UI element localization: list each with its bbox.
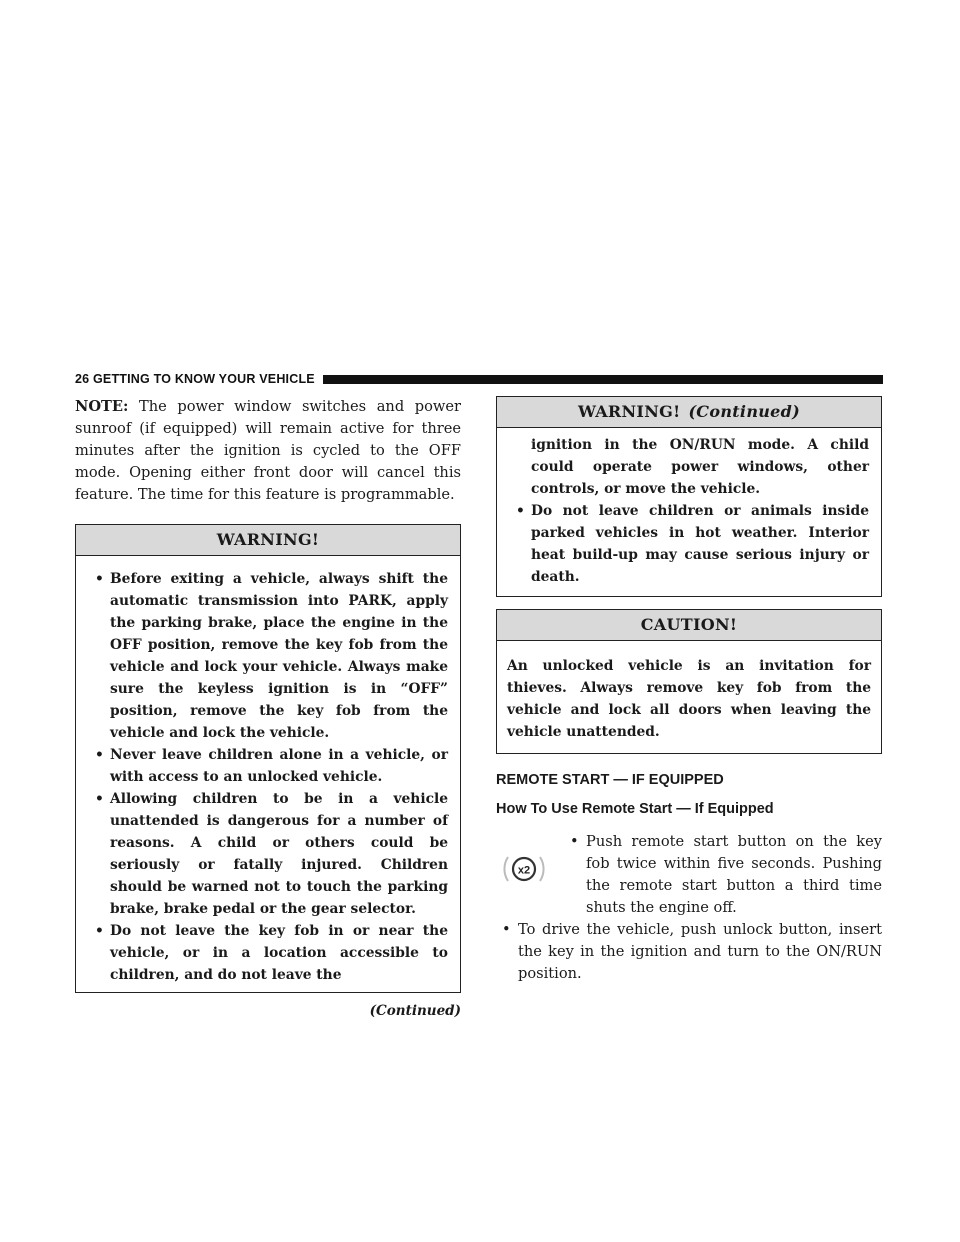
warning-item: • Do not leave children or animals inside parked vehicles in hot weather. Interior heat build-up may cause serious injury or death. bbox=[509, 500, 869, 588]
warning-box bbox=[75, 524, 461, 993]
bullet-mark: • bbox=[502, 921, 511, 938]
bullet-mark: • bbox=[95, 791, 104, 807]
remote-start-list bbox=[496, 919, 882, 985]
warning-list bbox=[88, 568, 448, 986]
caution-body bbox=[497, 641, 881, 753]
key-fob-double-press-icon bbox=[496, 837, 558, 899]
section-title: GETTING TO KNOW YOUR VEHICLE bbox=[93, 372, 315, 386]
continued-label: (Continued) bbox=[369, 1003, 461, 1019]
bullet-mark: • bbox=[95, 747, 104, 763]
note-text: The power window switches and power sunroof (if equipped) will remain active for three minutes after the ignition is cycled to the OFF mode. Opening either front door will cancel this feature. The time for this feature is programmable. bbox=[75, 398, 461, 503]
warning-item: • Allowing children to be in a vehicle unattended is dangerous for a number of reasons. A child or others could be seriously or fatally injured. Children should be warned not to touch the parking brake, brake pedal or the gear selector. bbox=[88, 788, 448, 920]
remote-start-list bbox=[564, 831, 882, 919]
header-text bbox=[75, 372, 323, 386]
right-column bbox=[496, 396, 882, 985]
page-number: 26 bbox=[75, 372, 90, 386]
warning-item: • Before exiting a vehicle, always shift the automatic transmission into PARK, apply the parking brake, place the engine in the OFF position, remove the key fob from the vehicle and lock your vehicle. Always make sure the keyless ignition is in “OFF” position, remove the key fob from the vehicle and lock the vehicle. bbox=[88, 568, 448, 744]
header-rule bbox=[323, 375, 883, 384]
bullet-mark: • bbox=[570, 833, 579, 850]
subsection-heading: How To Use Remote Start — If Equipped bbox=[496, 801, 774, 817]
warning-list bbox=[509, 500, 869, 588]
icon-label: x2 bbox=[517, 864, 531, 877]
note-paragraph bbox=[75, 396, 461, 506]
page-header bbox=[75, 371, 883, 387]
caution-title: CAUTION! bbox=[497, 610, 881, 641]
section-heading: REMOTE START — IF EQUIPPED bbox=[496, 772, 724, 788]
list-item: • Push remote start button on the key fob twice within five seconds. Pushing the remote start button a third time shuts the engine off. bbox=[570, 833, 882, 916]
warning-continuation-text: ignition in the ON/RUN mode. A child could operate power windows, other controls, or move the vehicle. bbox=[531, 437, 869, 497]
continued-suffix: (Continued) bbox=[688, 402, 801, 421]
bullet-mark: • bbox=[95, 571, 104, 587]
warning-item: • Do not leave the key fob in or near the vehicle, or in a location accessible to children, and do not leave the bbox=[88, 920, 448, 986]
note-label: NOTE: bbox=[75, 398, 129, 415]
warning-title: WARNING! bbox=[76, 525, 460, 556]
list-item: • To drive the vehicle, push unlock button, insert the key in the ignition and turn to the ON/RUN position. bbox=[502, 921, 882, 982]
left-column bbox=[75, 396, 461, 1019]
warning-continued-title: WARNING! (Continued) bbox=[497, 397, 881, 428]
caution-text: An unlocked vehicle is an invitation for thieves. Always remove key fob from the vehicle and lock all doors when leaving the vehicle unattended. bbox=[507, 658, 871, 740]
warning-continued-body bbox=[497, 428, 881, 596]
bullet-mark: • bbox=[95, 923, 104, 939]
caution-box bbox=[496, 609, 882, 754]
warning-item: • Never leave children alone in a vehicle, or with access to an unlocked vehicle. bbox=[88, 744, 448, 788]
warning-body bbox=[76, 556, 460, 992]
remote-start-instruction bbox=[496, 831, 882, 919]
warning-continued-box bbox=[496, 396, 882, 597]
bullet-mark: • bbox=[516, 503, 525, 519]
